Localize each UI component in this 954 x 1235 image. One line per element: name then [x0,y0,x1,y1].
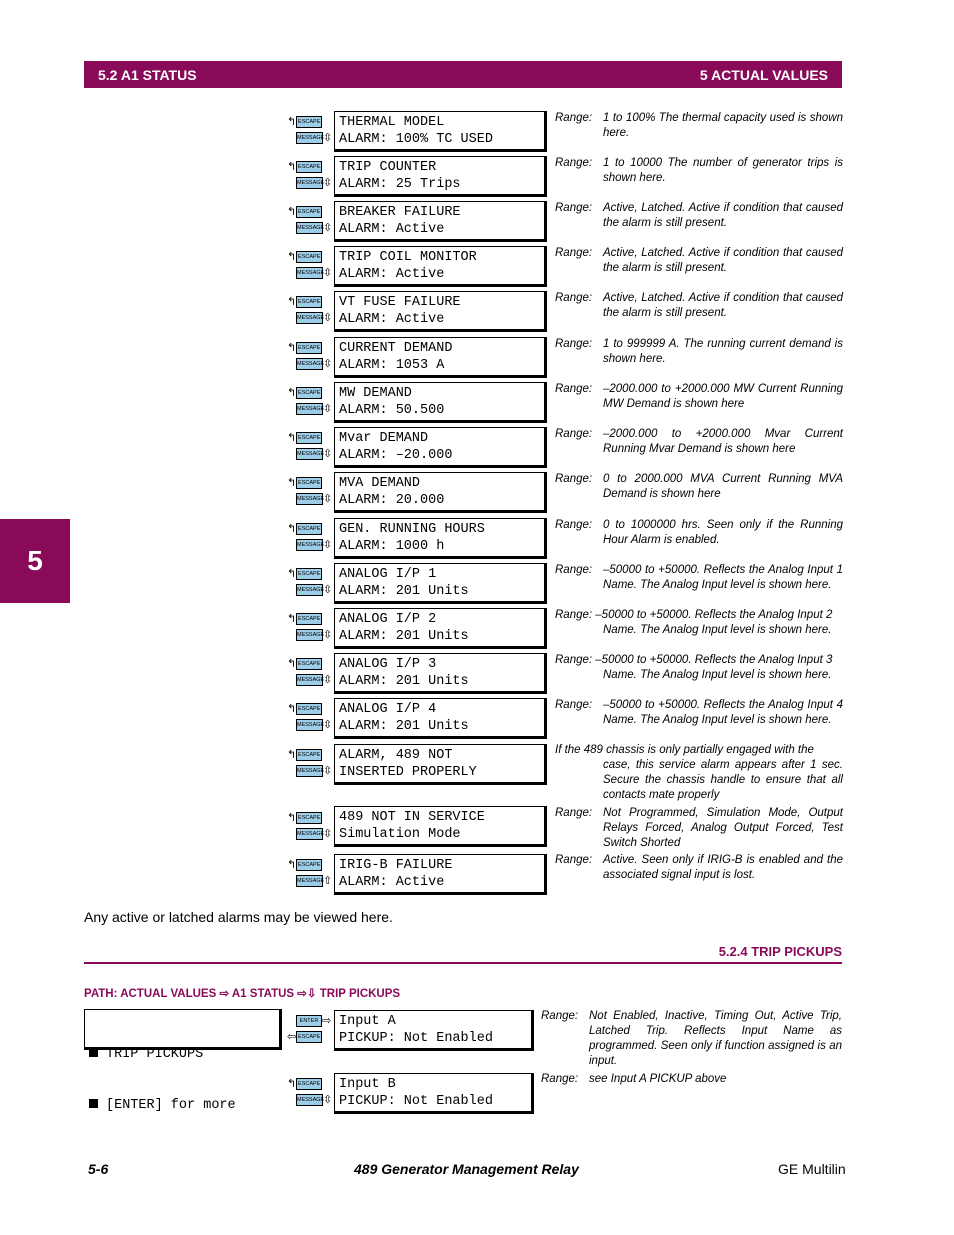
lcd-line1: Mvar DEMAND [339,431,429,446]
up-down-arrow-icon: ⇳ [323,402,333,415]
escape-arrow-icon: ↰ [287,250,297,263]
lcd-line2: INSERTED PROPERLY [339,765,477,780]
range-text: see Input A PICKUP above [589,1073,727,1085]
lcd-display [334,563,547,604]
lcd-display [334,653,547,694]
range-text: 0 to 2000.000 MVA Current Running MVA Demand is shown here [603,473,843,500]
lcd-display [334,382,547,423]
lcd-line2: ALARM: 201 Units [339,674,469,689]
lcd-line1: THERMAL MODEL [339,115,445,130]
lcd-display [334,246,547,287]
lcd-line1: Input A [339,1014,396,1029]
escape-key[interactable]: ESCAPE [296,206,322,218]
key-group [287,566,333,600]
escape-key[interactable]: ESCAPE [296,1078,322,1090]
lcd-display [334,1010,534,1051]
up-down-arrow-icon: ⇳ [323,266,333,279]
escape-arrow-icon: ↰ [287,160,297,173]
escape-key[interactable]: ESCAPE [296,161,322,173]
escape-arrow-icon: ↰ [287,115,297,128]
message-key[interactable]: MESSAGE [296,222,323,234]
lcd-line1: CURRENT DEMAND [339,341,453,356]
range-text: 1 to 10000 The number of generator trips is shown here. [603,157,843,184]
message-key[interactable]: MESSAGE [296,674,323,686]
escape-arrow-icon: ↰ [287,657,297,670]
escape-key[interactable]: ESCAPE [296,613,322,625]
up-arrow-icon: ⇧ [323,874,333,887]
range-label: Range: [555,157,593,169]
lcd-line1: MVA DEMAND [339,476,421,491]
message-key[interactable]: MESSAGE [296,828,323,840]
key-group [287,656,333,690]
escape-key[interactable]: ESCAPE [296,1031,322,1043]
up-down-arrow-icon: ⇳ [323,718,333,731]
path-part-3: TRIP PICKUPS [319,988,401,1000]
key-group [287,204,333,238]
path-part-1: PATH: ACTUAL VALUES [84,988,217,1000]
lcd-display [334,291,547,332]
up-down-arrow-icon: ⇳ [323,764,333,777]
lcd-display [334,698,547,739]
lcd-line1: ANALOG I/P 3 [339,657,437,672]
lcd-display [334,744,547,785]
escape-key[interactable]: ESCAPE [296,523,322,535]
bullet-square-icon [89,1048,98,1057]
body-text: Any active or latched alarms may be viewed here. [84,909,393,925]
lcd-display [334,806,547,847]
key-group [287,385,333,419]
message-key[interactable]: MESSAGE [296,1094,323,1106]
message-key[interactable]: MESSAGE [296,629,323,641]
right-arrow-icon: ⇨ [322,1014,332,1027]
key-group [287,475,333,509]
escape-arrow-icon: ↰ [287,858,297,871]
range-label: Range: [555,519,593,531]
lcd-display [334,337,547,378]
escape-arrow-icon: ↰ [287,811,297,824]
range-label: If the 489 chassis is only partially engaged with the [555,744,814,756]
range-label: Range: [555,564,593,576]
lcd-line1: BREAKER FAILURE [339,205,461,220]
range-label: Range: [555,807,593,819]
escape-key[interactable]: ESCAPE [296,859,322,871]
message-key[interactable]: MESSAGE [296,875,323,887]
lcd-display [334,156,547,197]
up-down-arrow-icon: ⇳ [323,538,333,551]
message-key[interactable]: MESSAGE [296,539,323,551]
lcd-line1: 489 NOT IN SERVICE [339,810,485,825]
lcd-line2: ALARM: 1053 A [339,358,445,373]
page-header [84,61,842,88]
key-group [287,430,333,464]
escape-key[interactable]: ESCAPE [296,812,322,824]
range-label: Range: [555,112,593,124]
up-down-arrow-icon: ⇳ [323,628,333,641]
escape-key[interactable]: ESCAPE [296,749,322,761]
range-text: Active, Latched. Active if condition that caused the alarm is still present. [603,292,843,319]
key-group [287,1076,333,1110]
lcd-line1: TRIP COIL MONITOR [339,250,477,265]
escape-arrow-icon: ↰ [287,476,297,489]
range-text: Active, Latched. Active if condition that caused the alarm is still present. [603,202,843,229]
message-key[interactable]: MESSAGE [296,719,323,731]
lcd-display [334,472,547,513]
key-group [287,159,333,193]
up-down-arrow-icon: ⇳ [323,131,333,144]
left-arrow-icon: ⇦ [287,1030,297,1043]
lcd-line1: ANALOG I/P 1 [339,567,437,582]
range-label: Range: [555,428,593,440]
message-key[interactable]: MESSAGE [296,493,323,505]
menu-line1: TRIP PICKUPS [106,1047,204,1062]
message-key[interactable]: MESSAGE [296,584,323,596]
escape-arrow-icon: ↰ [287,748,297,761]
escape-arrow-icon: ↰ [287,205,297,218]
message-key[interactable]: MESSAGE [296,448,323,460]
escape-key[interactable]: ESCAPE [296,296,322,308]
message-key[interactable]: MESSAGE [296,132,323,144]
up-down-arrow-icon: ⇳ [323,311,333,324]
range-label: Range: [555,699,593,711]
range-label: Range: [555,854,593,866]
key-group [287,810,333,844]
path-arrow-icon: ⇨ [219,988,230,1000]
lcd-line2: ALARM: Active [339,222,445,237]
range-label: Range: [555,473,593,485]
up-down-arrow-icon: ⇳ [323,176,333,189]
lcd-line2: ALARM: Active [339,875,445,890]
key-group [287,701,333,735]
lcd-line1: VT FUSE FAILURE [339,295,461,310]
range-text: –2000.000 to +2000.000 MW Current Running MW Demand is shown here [603,383,843,410]
lcd-line2: ALARM: 50.500 [339,403,445,418]
key-group [287,294,333,328]
up-down-arrow-icon: ⇳ [323,221,333,234]
lcd-line2: ALARM: 100% TC USED [339,132,493,147]
page-number: 5-6 [88,1161,109,1177]
range-text: Not Programmed, Simulation Mode, Output Relays Forced, Analog Output Forced, Test Switch Shorted [603,807,843,849]
escape-arrow-icon: ↰ [287,1077,297,1090]
section-title: 5.2.4 TRIP PICKUPS [718,944,842,959]
range-text: Active, Latched. Active if condition that caused the alarm is still present. [603,247,843,274]
up-down-arrow-icon: ⇳ [323,492,333,505]
lcd-display [334,111,547,152]
range-text: –50000 to +50000. Reflects the Analog Input 4 Name. The Analog Input level is shown here. [603,699,843,726]
lcd-line1: ANALOG I/P 2 [339,612,437,627]
section-rule [84,962,842,964]
lcd-line2: ALARM: 201 Units [339,629,469,644]
escape-key[interactable]: ESCAPE [296,703,322,715]
escape-key[interactable]: ESCAPE [296,251,322,263]
up-down-arrow-icon: ⇳ [323,673,333,686]
range-label: Range: [555,338,593,350]
key-group [287,1013,332,1047]
message-key[interactable]: MESSAGE [296,403,323,415]
lcd-line1: Input B [339,1077,396,1092]
lcd-line2: ALARM: 25 Trips [339,177,461,192]
range-text: 1 to 100% The thermal capacity used is shown here. [603,112,843,139]
lcd-display [334,854,547,895]
escape-arrow-icon: ↰ [287,431,297,444]
key-group [287,340,333,374]
lcd-line2: ALARM: Active [339,267,445,282]
range-label: Range: –50000 to +50000. Reflects the Analog Input 3 [555,654,833,666]
menu-path [84,986,400,1000]
range-label: Range: [555,247,593,259]
range-text: –2000.000 to +2000.000 Mvar Current Running Mvar Demand is shown here [603,428,843,455]
lcd-line1: TRIP COUNTER [339,160,437,175]
lcd-line2: ALARM: 1000 h [339,539,445,554]
up-down-arrow-icon: ⇳ [323,357,333,370]
lcd-line1: ANALOG I/P 4 [339,702,437,717]
lcd-line1: IRIG-B FAILURE [339,858,453,873]
escape-arrow-icon: ↰ [287,295,297,308]
escape-arrow-icon: ↰ [287,702,297,715]
range-text: Active. Seen only if IRIG-B is enabled and the associated signal input is lost. [603,854,843,881]
up-down-arrow-icon: ⇳ [323,583,333,596]
range-label: Range: [541,1010,579,1022]
range-text: 0 to 1000000 hrs. Seen only if the Running Hour Alarm is enabled. [603,519,843,546]
range-label: Range: –50000 to +50000. Reflects the Analog Input 2 [555,609,833,621]
lcd-display [334,608,547,649]
escape-arrow-icon: ↰ [287,522,297,535]
key-group [287,114,333,148]
lcd-line2: ALARM: 201 Units [339,584,469,599]
range-text: 1 to 999999 A. The running current demand is shown here. [603,338,843,365]
escape-key[interactable]: ESCAPE [296,387,322,399]
escape-key[interactable]: ESCAPE [296,477,322,489]
lcd-display [334,1073,534,1114]
escape-arrow-icon: ↰ [287,386,297,399]
range-label: Range: [555,292,593,304]
key-group [287,249,333,283]
trip-pickups-menu [84,1009,282,1113]
lcd-line2: ALARM: 201 Units [339,719,469,734]
escape-key[interactable]: ESCAPE [296,116,322,128]
enter-key[interactable]: ENTER [296,1015,322,1027]
message-key[interactable]: MESSAGE [296,267,323,279]
lcd-line1: ALARM, 489 NOT [339,748,453,763]
lcd-line2: ALARM: –20.000 [339,448,453,463]
range-text: case, this service alarm appears after 1 sec. Secure the chassis handle to ensure that all contacts mate properly [603,759,843,801]
lcd-line2: ALARM: 20.000 [339,493,445,508]
escape-arrow-icon: ↰ [287,341,297,354]
range-text: –50000 to +50000. Reflects the Analog Input 1 Name. The Analog Input level is shown here. [603,564,843,591]
range-text: Name. The Analog Input level is shown here. [603,624,832,636]
lcd-line1: GEN. RUNNING HOURS [339,522,485,537]
range-text: Name. The Analog Input level is shown here. [603,669,832,681]
header-chapter: 5 ACTUAL VALUES [699,66,828,83]
company-name: GE Multilin [778,1161,846,1177]
message-key[interactable]: MESSAGE [296,177,323,189]
lcd-display [334,201,547,242]
key-group [287,747,333,781]
escape-key[interactable]: ESCAPE [296,342,322,354]
message-key[interactable]: MESSAGE [296,312,323,324]
lcd-display [334,518,547,559]
lcd-line2: ALARM: Active [339,312,445,327]
range-label: Range: [555,202,593,214]
lcd-line2: PICKUP: Not Enabled [339,1094,493,1109]
range-label: Range: [555,383,593,395]
escape-key[interactable]: ESCAPE [296,658,322,670]
key-group [287,611,333,645]
bullet-square-icon [89,1099,98,1108]
header-section: 5.2 A1 STATUS [98,66,197,83]
menu-line2: [ENTER] for more [106,1098,236,1113]
path-arrow-icon: ⇨⇩ [297,988,317,1000]
up-down-arrow-icon: ⇳ [323,447,333,460]
range-label: Range: [541,1073,579,1085]
lcd-line2: PICKUP: Not Enabled [339,1031,493,1046]
lcd-display [334,427,547,468]
message-key[interactable]: MESSAGE [296,358,323,370]
escape-arrow-icon: ↰ [287,567,297,580]
lcd-line1: MW DEMAND [339,386,412,401]
escape-key[interactable]: ESCAPE [296,432,322,444]
document-title: 489 Generator Management Relay [354,1161,579,1177]
lcd-line2: Simulation Mode [339,827,461,842]
chapter-tab: 5 [0,519,70,603]
escape-arrow-icon: ↰ [287,612,297,625]
range-text: Not Enabled, Inactive, Timing Out, Active Trip, Latched Trip. Reflects Input Name as programmed. Seen only if function assigned is an input. [589,1010,842,1067]
key-group [287,857,333,891]
key-group [287,521,333,555]
up-down-arrow-icon: ⇳ [323,827,333,840]
escape-key[interactable]: ESCAPE [296,568,322,580]
path-part-2: A1 STATUS [231,988,295,1000]
up-down-arrow-icon: ⇳ [323,1093,333,1106]
message-key[interactable]: MESSAGE [296,765,323,777]
